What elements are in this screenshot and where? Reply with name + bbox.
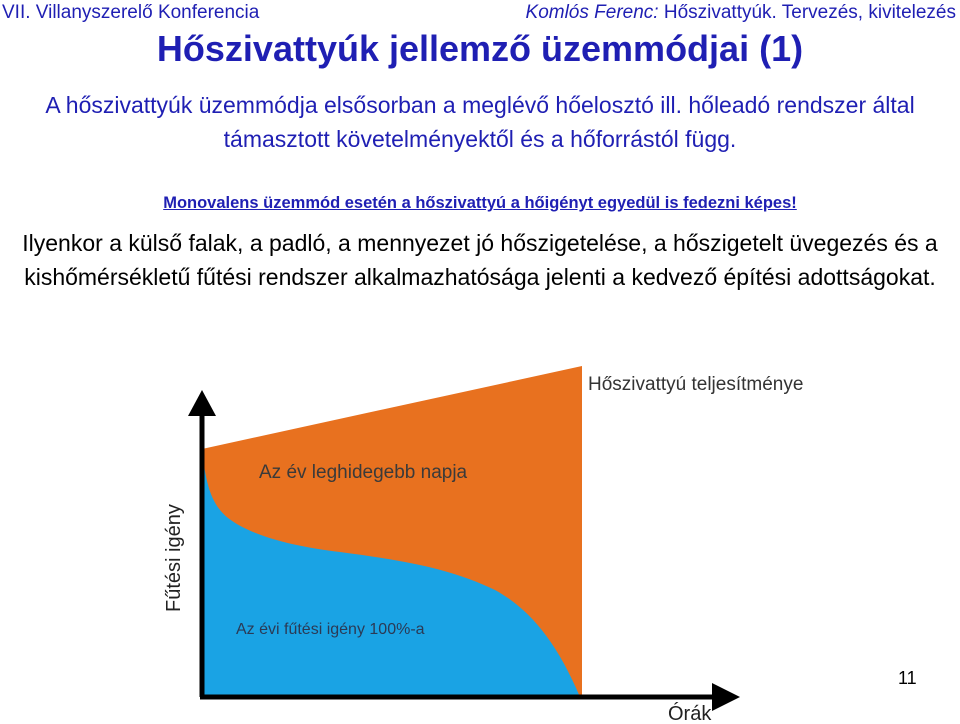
- header-conference: VII. Villanyszerelő Konferencia: [2, 2, 260, 23]
- annual-demand-label: Az évi fűtési igény 100%-a: [236, 621, 425, 638]
- x-axis-label: Órák: [668, 703, 712, 724]
- header-author-title: [526, 2, 956, 24]
- page-title: Hőszivattyúk jellemző üzemmódjai (1): [156, 28, 804, 69]
- heating-demand-chart: [0, 360, 960, 724]
- header-talk-title: Hőszivattyúk. Tervezés, kivitelezés: [663, 2, 956, 23]
- header-author: Komlós Ferenc:: [525, 2, 659, 23]
- page-number: 11: [898, 668, 917, 688]
- coldest-day-label: Az év leghidegebb napja: [259, 462, 468, 483]
- x-axis-arrow: [712, 683, 740, 711]
- y-axis-arrow: [188, 390, 216, 416]
- monovalent-statement: Monovalens üzemmód esetén a hőszivattyú a hőigényt egyedül is fedezni képes!: [163, 194, 797, 212]
- intro-paragraph: A hőszivattyúk üzemmódja elsősorban a meglévő hőelosztó ill. hőleadó rendszer által támasztott követelményektől és a hőforrástól függ.: [45, 92, 915, 152]
- heat-pump-capacity-label: Hőszivattyú teljesítménye: [588, 374, 804, 395]
- conditions-paragraph: Ilyenkor a külső falak, a padló, a mennyezet jó hőszigetelése, a hőszigetelt üvegezés és a kishőmérsékletű fűtési rendszer alkalmazhatósága jelenti a kedvező építési adottságokat.: [22, 230, 938, 290]
- y-axis-label: Fűtési igény: [163, 504, 185, 612]
